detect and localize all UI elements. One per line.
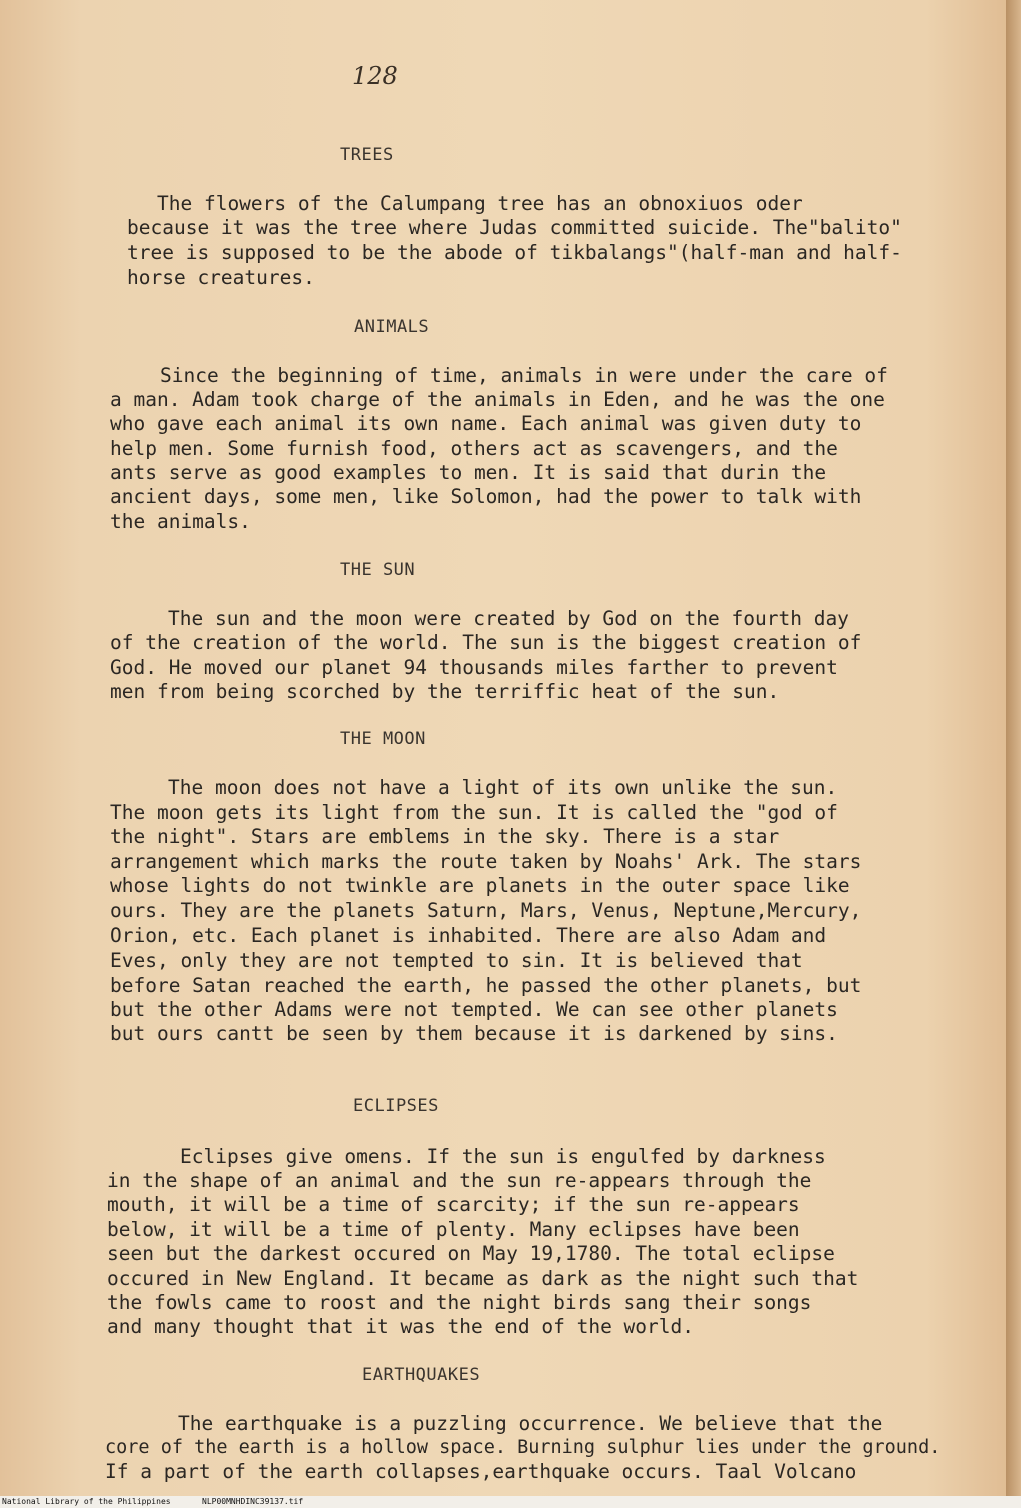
heading-eclipses: ECLIPSES xyxy=(353,1096,439,1116)
text-line: God. He moved our planet 94 thousands miles farther to prevent xyxy=(110,656,838,679)
text-line: the animals. xyxy=(110,510,251,533)
text-line: Since the beginning of time, animals in were under the care of xyxy=(160,364,888,387)
text-line: help men. Some furnish food, others act as scavengers, and the xyxy=(110,437,838,460)
text-line: but the other Adams were not tempted. We can see other planets xyxy=(110,998,838,1021)
text-line: The flowers of the Calumpang tree has an obnoxiuos oder xyxy=(157,192,803,215)
text-line: because it was the tree where Judas committed suicide. The"balito" xyxy=(127,216,902,239)
text-line: tree is supposed to be the abode of tikbalangs"(half-man and half- xyxy=(127,241,902,264)
text-line: horse creatures. xyxy=(127,266,315,289)
heading-the-sun: THE SUN xyxy=(340,560,416,580)
text-line: arrangement which marks the route taken by Noahs' Ark. The stars xyxy=(110,850,862,873)
footer-file: NLP00MNHDINC39137.tif xyxy=(202,1497,304,1506)
text-line: who gave each animal its own name. Each animal was given duty to xyxy=(110,412,862,435)
text-line: in the shape of an animal and the sun re-appears through the xyxy=(107,1169,812,1192)
page-edge xyxy=(1006,0,1021,1496)
heading-animals: ANIMALS xyxy=(354,317,430,337)
text-line: the fowls came to roost and the night birds sang their songs xyxy=(107,1291,812,1314)
text-line: mouth, it will be a time of scarcity; if the sun re-appears xyxy=(107,1193,800,1216)
text-line: ancient days, some men, like Solomon, had the power to talk with xyxy=(110,485,862,508)
text-line: Eves, only they are not tempted to sin. It is believed that xyxy=(110,949,803,972)
text-line: men from being scorched by the terriffic heat of the sun. xyxy=(110,680,780,703)
text-line: below, it will be a time of plenty. Many eclipses have been xyxy=(107,1218,800,1241)
text-line: before Satan reached the earth, he passed the other planets, but xyxy=(110,974,862,997)
heading-earthquakes: EARTHQUAKES xyxy=(362,1365,481,1385)
text-line: ours. They are the planets Saturn, Mars, Venus, Neptune,Mercury, xyxy=(110,899,862,922)
heading-the-moon: THE MOON xyxy=(340,729,426,749)
text-line: the night". Stars are emblems in the sky. There is a star xyxy=(110,825,780,848)
text-line: ants serve as good examples to men. It is said that durin the xyxy=(110,461,827,484)
scan-footer xyxy=(0,1496,1021,1508)
text-line: The moon does not have a light of its own unlike the sun. xyxy=(168,776,838,799)
page-number: 128 xyxy=(352,62,398,90)
text-line: The earthquake is a puzzling occurrence. We believe that the xyxy=(178,1412,883,1435)
text-line: If a part of the earth collapses,earthquake occurs. Taal Volcano xyxy=(105,1460,857,1483)
text-line: The moon gets its light from the sun. It is called the "god of xyxy=(110,801,838,824)
text-line: a man. Adam took charge of the animals in Eden, and he was the one xyxy=(110,388,885,411)
text-line: Orion, etc. Each planet is inhabited. There are also Adam and xyxy=(110,924,827,947)
text-line: of the creation of the world. The sun is the biggest creation of xyxy=(110,631,862,654)
heading-trees: TREES xyxy=(340,145,394,165)
text-line: seen but the darkest occured on May 19,1780. The total eclipse xyxy=(107,1242,835,1265)
footer-library: National Library of the Philippines xyxy=(2,1497,171,1506)
text-line: but ours cantt be seen by them because it is darkened by sins. xyxy=(110,1022,838,1045)
text-line: core of the earth is a hollow space. Burning sulphur lies under the ground. xyxy=(105,1437,941,1458)
text-line: Eclipses give omens. If the sun is engulfed by darkness xyxy=(180,1145,826,1168)
text-line: and many thought that it was the end of the world. xyxy=(107,1315,694,1338)
text-line: occured in New England. It became as dark as the night such that xyxy=(107,1267,859,1290)
text-line: The sun and the moon were created by God on the fourth day xyxy=(168,607,849,630)
text-line: whose lights do not twinkle are planets in the outer space like xyxy=(110,874,850,897)
